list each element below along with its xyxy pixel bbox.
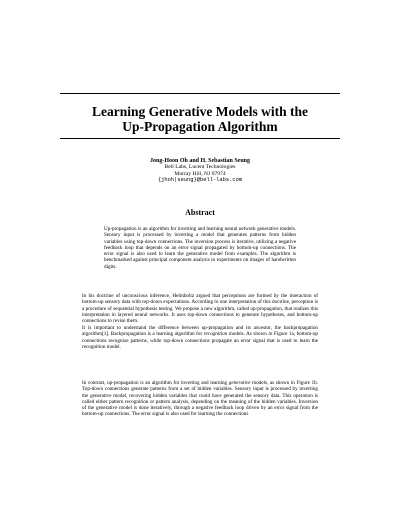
title-line-1: Learning Generative Models with the (92, 104, 308, 119)
paper-title (60, 104, 340, 134)
paragraph-3-emphasis: generative (228, 380, 251, 386)
paragraph-3-text-b: models, as shown in Figure 1b. Top-down connections generate patterns from a set of hidden variables. Sensory input is processed by inverting the generative model, recovering hidden variables that could have generated the sensory data. This operation is called either pattern recognition or pattern analysis, depending on the meaning of the hidden variables. Inversion of the generative model is done iteratively, through a negative feedback loop driven by an error signal from the bottom-up connections. The error signal is also used for learning the connections (82, 380, 318, 418)
paragraph-2-emphasis: recognition (203, 331, 228, 338)
paragraph-2 (82, 325, 318, 350)
author-block (100, 158, 300, 184)
paragraph-1: In his doctrine of unconscious inference, Helmholtz argued that perceptions are formed by the interaction of bottom-up sensory data with top-down expectations. According to one interpretation of this doctrine, perception is a procedure of sequential hypothesis testing. We propose a new algorithm, called up-propagation, that realizes this interpretation in layered neural networks. It uses top-down connections to generate hypotheses, and bottom-up connections to revise them. (82, 293, 318, 325)
title-bottom-rule (60, 138, 340, 139)
email: {jhoh|seung}@bell-labs.com (157, 177, 243, 184)
abstract-text: Up-propagation is an algorithm for inverting and learning neural network generative models. Sensory input is processed by inverting a model that generates patterns from hidden variables using top-down connections. The inversion process is iterative, utilizing a negative feedback loop that depends on an error signal propagated by bottom-up connections. The error signal is also used to learn the generative model from examples. The algorithm is benchmarked against principal component analysis in experiments on images of handwritten digits. (104, 226, 296, 270)
abstract-heading: Abstract (185, 208, 215, 217)
title-line-2: Up-Propagation Algorithm (122, 119, 278, 134)
paragraph-3-text-a: In contrast, up-propagation is an algorithm for inverting and learning (82, 380, 229, 386)
author-names: Jong-Hoon Oh and H. Sebastian Seung (149, 158, 251, 164)
paragraph-3 (82, 380, 318, 418)
paragraph-2-text-b: models. As shown in Figure 1a, bottom-up connections recognize patterns, while top-down connections propagate an error signal that is used to learn the recognition model. (82, 331, 318, 350)
paragraph-2-text-a: It is important to understand the difference between up-propagation and its ancestor, the backpropagation algorithm[1]. Backpropagation is a learning algorithm for (82, 325, 318, 338)
title-top-rule (60, 93, 340, 94)
address: Murray Hill, NJ 07974 (174, 170, 226, 177)
affiliation: Bell Labs, Lucent Technologies (164, 164, 236, 171)
